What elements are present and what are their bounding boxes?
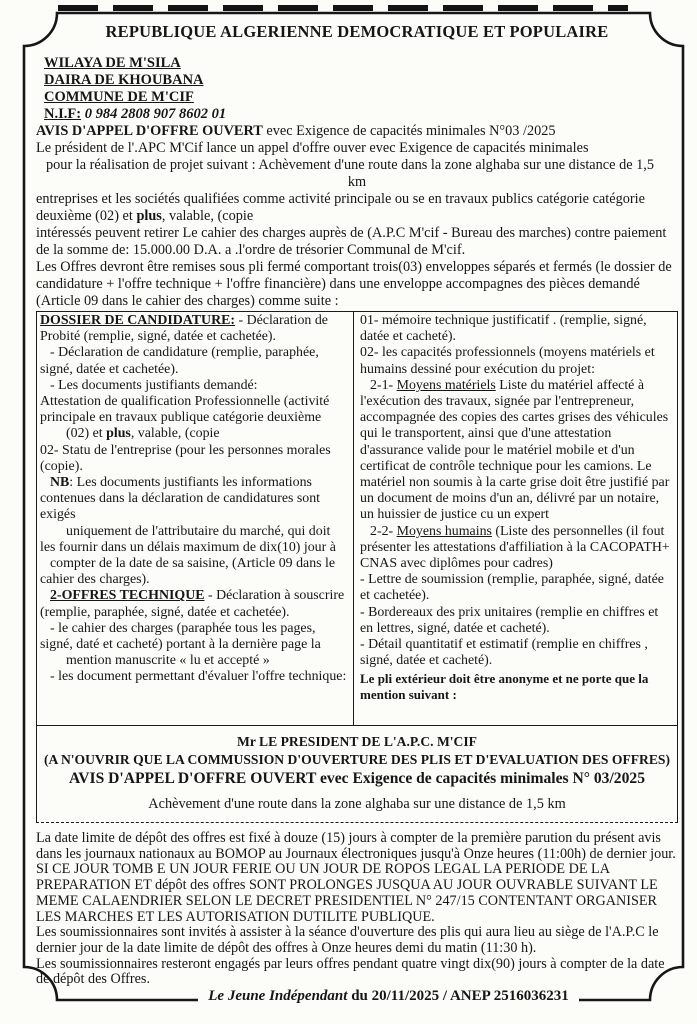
nif-value: 0 984 2808 907 8602 01 xyxy=(84,106,227,122)
offre-technique-heading: 2-OFFRES TECHNIQUE - Déclaration à souscrire (remplie, paraphée, signé, datée et cachetée). xyxy=(40,588,345,620)
documents-justifiants-item: - Les documents justifiants demandé: xyxy=(50,377,258,393)
commune-line: COMMUNE DE M'CIF xyxy=(44,89,194,105)
notice-intro xyxy=(36,123,678,310)
republic-header-title: REPUBLIQUE ALGERIENNE DEMOCRATIQUE ET POPULAIRE xyxy=(105,22,609,41)
engagement-paragraph: Les soumissionnaires resteront engagés par leurs offres pendant quatre vingt dix(90) jours à compter de la date de dépôt des Offres. xyxy=(36,955,665,988)
pli-anonyme-note: Le pli extérieur doit être anonyme et ne porte que la mention suivant : xyxy=(360,671,649,702)
statut-entreprise-item: 02- Statu de l'entreprise (pour les personnes morales (copie). xyxy=(40,442,331,474)
daira-line: DAIRA DE KHOUBANA xyxy=(44,72,204,88)
avis-title-line: AVIS D'APPEL D'OFFRE OUVERT evec Exigence de capacités minimales N°03 /2025 xyxy=(36,123,556,139)
attributaire-paragraph: uniquement de l'attributaire du marché, qui doit les fournir dans un délais maximum de dix(10) jour à xyxy=(40,523,336,555)
remise-offres-paragraph: Les Offres devront être remises sous pli fermé comportant trois(03) enveloppes séparés et fermés (le dossier de candidature + l'offre technique + l'offre financière) dans une enveloppe accompagnes des pièces demandé (Article 09 dans le cahier des charges) comme suite : xyxy=(36,259,672,309)
publication-footer xyxy=(120,988,657,1005)
deadline-paragraph: La date limite de dépôt des offres est fixé à douze (15) jours à compter de la première parution du présent avis dans les journaux nationaux au BOMOP au Journaux électroniques jusqu'à Onze heures (11:00h) de dernier jour. SI CE JOUR TOMB E UN JOUR FERIE OU UN JOUR DE ROPOS LEGAL LA PERIODE DE LA PREPARATION ET dépôt des offres SONT PROLONGES JUSQUA AU JOUR OUVRABLE SUIVANT LE MEME CALAENDRIER SELON LE DECRET PRESIDENTIEL N° 247/15 CONTENTANT ORGANISER LES MARCHES ET LES AUTORISATION DUTILITE PUBLIQUE. xyxy=(36,830,676,925)
ouverture-plis-paragraph: Les soumissionnaires sont invités à assister à la séance d'ouverture des plis qui aura lieu au siège de l'A.P.C le dernier jour de la date limite de dépôt des offres à Onze heures demi du matin (11:30 h). xyxy=(36,924,659,956)
envelope-avis-line: AVIS D'APPEL D'OFFRE OUVERT evec Exigence de capacités minimales N° 03/2025 xyxy=(69,770,645,787)
bordereaux-prix-item: - Bordereaux des prix unitaires (remplie en chiffres et en lettres, signé, datée et cacheté). xyxy=(360,604,659,636)
documents-evaluation-item: - les document permettant d'évaluer l'offre technique: xyxy=(50,669,347,685)
categorie-item: (02) et plus, valable, (copie xyxy=(66,426,220,442)
cahier-retrait-paragraph: intéressés peuvent retirer Le cahier des charges auprès de (A.P.C M'cif - Bureau des marches) contre paiement de la somme de: 15.000.00 D.A. a .l'ordre de trésorier Communal de M'cif. xyxy=(36,225,667,258)
moyens-materiels-paragraph: 2-1- Moyens matériels Liste du matériel affecté à l'exécution des travaux, signée par l'entrepreneur, accompagnée des copies des cartes grises des véhicules qui le transportent, ainsi que d'une attestation d'assurance valide pour le matériel mobile et d'un certificat de contrôle technique pour les camions. Le matériel non soumis à la carte grise doit être justifié par un document de moins d'un an, délivré par un notaire, un huissier de justice cu un expert xyxy=(360,377,670,523)
capacites-item: 02- les capacités professionnels (moyens matériels et humains dessiné pour exécution du projet: xyxy=(360,345,655,377)
km-line: km xyxy=(347,174,367,190)
publication-credit: Le Jeune Indépendant du 20/11/2025 / ANEP 2516036231 xyxy=(198,988,578,1004)
closing-terms xyxy=(36,831,678,988)
cahier-charges-item: - le cahier des charges (paraphée tous les pages, signé, daté et cacheté) portant à la dernière page la xyxy=(40,620,321,653)
candidature-column xyxy=(37,312,354,725)
moyens-humains-paragraph: 2-2- Moyens humains (Liste des personnelles (il fout présenter les attestations d'affiliation à la CACOPATH+ CNAS avec diplômes pour cadres) xyxy=(360,523,670,572)
requirements-table xyxy=(36,311,678,726)
scan-edge-artifact xyxy=(58,5,628,11)
declaration-candidature-item: - Déclaration de candidature (remplie, paraphée, signé, datée et cachetée). xyxy=(40,345,319,377)
envelope-commission-line: (A N'OUVRIR QUE LA COMMUSSION D'OUVERTURE DES PLIS ET D'EVALUATION DES OFFRES) xyxy=(43,751,671,767)
mention-manuscrite-line: mention manuscrite « lu et accepté » xyxy=(66,653,270,669)
dossier-heading-paragraph: DOSSIER DE CANDIDATURE: - Déclaration de Probité (remplie, signé, datée et cachetée). xyxy=(40,313,328,345)
attestation-item: Attestation de qualification Professionnelle (activité principale en travaux publique catégorie deuxième xyxy=(40,394,330,426)
nb-paragraph: NB: Les documents justifiants les informations contenues dans la déclaration de candidatures sont exigés xyxy=(40,475,321,523)
project-line: pour la réalisation de projet suivant : Achèvement d'une route dans la zone alghaba sur une distance de 1,5 xyxy=(46,157,655,173)
detail-quantitatif-item: - Détail quantitatif et estimatif (remplie en chiffres , signé, datée et cacheté). xyxy=(360,637,648,669)
lettre-soumission-item: - Lettre de soumission (remplie, paraphée, signé, datée et cachetée). xyxy=(360,572,664,604)
envelope-mention-box xyxy=(36,726,678,823)
envelope-project-line: Achèvement d'une route dans la zone alghaba sur une distance de 1,5 km xyxy=(148,796,566,812)
wilaya-line: WILAYA DE M'SILA xyxy=(44,55,181,71)
technique-column xyxy=(354,312,677,725)
memoire-technique-item: 01- mémoire technique justificatif . (remplie, signé, datée et cacheté). xyxy=(360,313,647,345)
envelope-president-line: Mr LE PRESIDENT DE L'A.P.C. M'CIF xyxy=(237,734,477,749)
nif-line xyxy=(44,106,678,123)
issuer-block xyxy=(44,55,678,123)
saisine-paragraph: compter de la date de sa saisine, (Article 09 dans le cahier des charges). xyxy=(40,556,336,588)
nif-label: N.I.F: xyxy=(44,106,82,122)
president-line: Le président de l'.APC M'Cif lance un appel d'offre ouver evec Exigence de capacités minimales xyxy=(36,140,589,156)
document-content xyxy=(36,16,678,988)
eligibility-paragraph: entreprises et les sociétés qualifiées comme activité principale ou se en travaux publics catégorie catégorie deuxième (02) et plus, valable, (copie xyxy=(36,191,645,224)
